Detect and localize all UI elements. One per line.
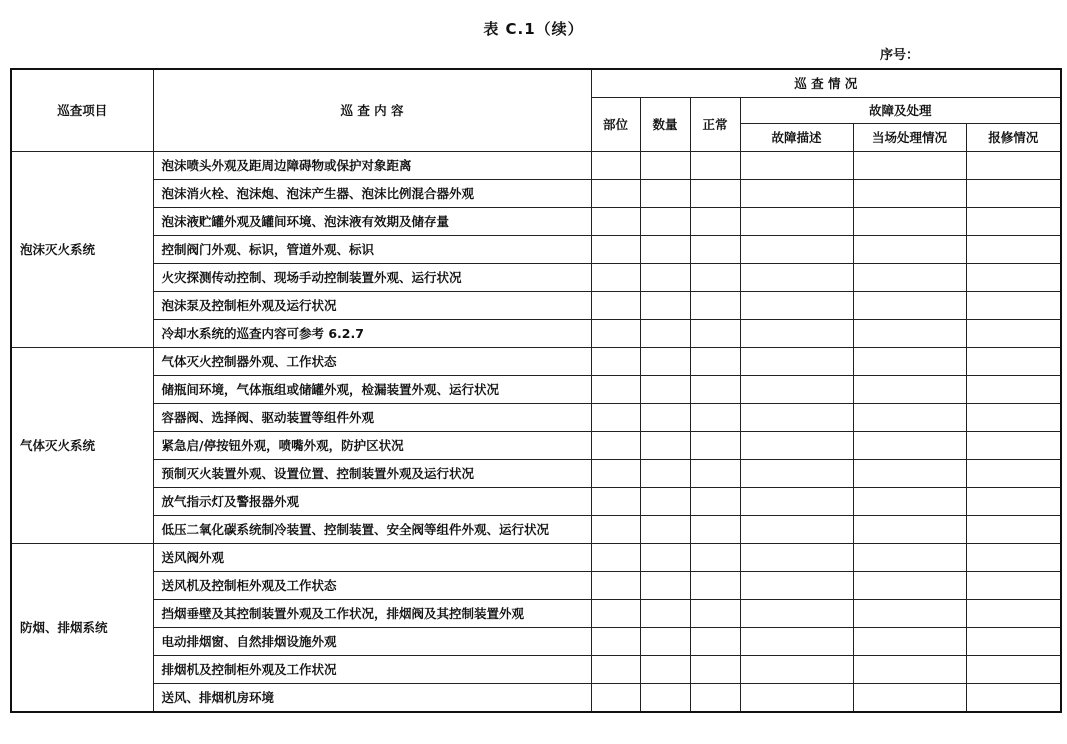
normal-cell[interactable] — [690, 543, 740, 571]
inspection-content-cell: 储瓶间环境，气体瓶组或储罐外观，检漏装置外观、运行状况 — [153, 375, 591, 403]
count-cell[interactable] — [640, 431, 690, 459]
count-cell[interactable] — [640, 571, 690, 599]
table-row — [11, 515, 1061, 543]
inspection-content-cell: 紧急启/停按钮外观，喷嘴外观，防护区状况 — [153, 431, 591, 459]
onsite-cell[interactable] — [853, 179, 966, 207]
repair-cell[interactable] — [966, 207, 1061, 235]
inspection-table — [10, 68, 1062, 713]
onsite-cell[interactable] — [853, 627, 966, 655]
fault-desc-cell[interactable] — [740, 655, 853, 683]
header-count: 数量 — [640, 97, 690, 151]
normal-cell[interactable] — [690, 683, 740, 712]
inspection-content-cell: 火灾探测传动控制、现场手动控制装置外观、运行状况 — [153, 263, 591, 291]
normal-cell[interactable] — [690, 627, 740, 655]
normal-cell[interactable] — [690, 571, 740, 599]
fault-desc-cell[interactable] — [740, 487, 853, 515]
fault-desc-cell[interactable] — [740, 403, 853, 431]
repair-cell[interactable] — [966, 431, 1061, 459]
table-row — [11, 487, 1061, 515]
table-row — [11, 263, 1061, 291]
fault-desc-cell[interactable] — [740, 683, 853, 712]
table-row — [11, 179, 1061, 207]
count-cell[interactable] — [640, 291, 690, 319]
table-row — [11, 431, 1061, 459]
normal-cell[interactable] — [690, 599, 740, 627]
normal-cell[interactable] — [690, 431, 740, 459]
table-row — [11, 571, 1061, 599]
onsite-cell[interactable] — [853, 151, 966, 179]
count-cell[interactable] — [640, 627, 690, 655]
fault-desc-cell[interactable] — [740, 571, 853, 599]
repair-cell[interactable] — [966, 263, 1061, 291]
onsite-cell[interactable] — [853, 515, 966, 543]
onsite-cell[interactable] — [853, 599, 966, 627]
part-cell[interactable] — [591, 571, 640, 599]
table-row — [11, 151, 1061, 179]
header-repair: 报修情况 — [966, 123, 1061, 151]
part-cell[interactable] — [591, 235, 640, 263]
onsite-cell[interactable] — [853, 487, 966, 515]
fault-desc-cell[interactable] — [740, 375, 853, 403]
normal-cell[interactable] — [690, 263, 740, 291]
part-cell[interactable] — [591, 375, 640, 403]
normal-cell[interactable] — [690, 235, 740, 263]
category-cell: 防烟、排烟系统 — [11, 543, 153, 712]
normal-cell[interactable] — [690, 151, 740, 179]
normal-cell[interactable] — [690, 459, 740, 487]
table-row — [11, 403, 1061, 431]
fault-desc-cell[interactable] — [740, 347, 853, 375]
fault-desc-cell[interactable] — [740, 319, 853, 347]
repair-cell[interactable] — [966, 179, 1061, 207]
inspection-content-cell: 送风机及控制柜外观及工作状态 — [153, 571, 591, 599]
part-cell[interactable] — [591, 655, 640, 683]
count-cell[interactable] — [640, 179, 690, 207]
repair-cell[interactable] — [966, 571, 1061, 599]
header-fault-group: 故障及处理 — [740, 97, 1061, 123]
fault-desc-cell[interactable] — [740, 151, 853, 179]
header-onsite: 当场处理情况 — [853, 123, 966, 151]
onsite-cell[interactable] — [853, 655, 966, 683]
inspection-content-cell: 泡沫消火栓、泡沫炮、泡沫产生器、泡沫比例混合器外观 — [153, 179, 591, 207]
count-cell[interactable] — [640, 375, 690, 403]
fault-desc-cell[interactable] — [740, 291, 853, 319]
header-situation: 巡 查 情 况 — [591, 69, 1061, 97]
count-cell[interactable] — [640, 459, 690, 487]
count-cell[interactable] — [640, 655, 690, 683]
table-row — [11, 599, 1061, 627]
inspection-content-cell: 挡烟垂壁及其控制装置外观及工作状况，排烟阀及其控制装置外观 — [153, 599, 591, 627]
header-content: 巡 查 内 容 — [153, 69, 591, 151]
repair-cell[interactable] — [966, 235, 1061, 263]
fault-desc-cell[interactable] — [740, 179, 853, 207]
count-cell[interactable] — [640, 347, 690, 375]
normal-cell[interactable] — [690, 487, 740, 515]
table-row — [11, 459, 1061, 487]
fault-desc-cell[interactable] — [740, 543, 853, 571]
count-cell[interactable] — [640, 683, 690, 712]
inspection-content-cell: 送风、排烟机房环境 — [153, 683, 591, 712]
part-cell[interactable] — [591, 627, 640, 655]
repair-cell[interactable] — [966, 683, 1061, 712]
fault-desc-cell[interactable] — [740, 599, 853, 627]
onsite-cell[interactable] — [853, 571, 966, 599]
part-cell[interactable] — [591, 291, 640, 319]
fault-desc-cell[interactable] — [740, 207, 853, 235]
table-row — [11, 375, 1061, 403]
part-cell[interactable] — [591, 487, 640, 515]
normal-cell[interactable] — [690, 403, 740, 431]
fault-desc-cell[interactable] — [740, 235, 853, 263]
inspection-content-cell: 气体灭火控制器外观、工作状态 — [153, 347, 591, 375]
table-row — [11, 683, 1061, 712]
inspection-content-cell: 容器阀、选择阀、驱动装置等组件外观 — [153, 403, 591, 431]
inspection-content-cell: 放气指示灯及警报器外观 — [153, 487, 591, 515]
onsite-cell[interactable] — [853, 207, 966, 235]
normal-cell[interactable] — [690, 375, 740, 403]
part-cell[interactable] — [591, 319, 640, 347]
part-cell[interactable] — [591, 515, 640, 543]
table-row — [11, 655, 1061, 683]
header-normal: 正常 — [690, 97, 740, 151]
repair-cell[interactable] — [966, 515, 1061, 543]
onsite-cell[interactable] — [853, 375, 966, 403]
onsite-cell[interactable] — [853, 403, 966, 431]
part-cell[interactable] — [591, 683, 640, 712]
table-row — [11, 291, 1061, 319]
inspection-content-cell: 泡沫喷头外观及距周边障碍物或保护对象距离 — [153, 151, 591, 179]
inspection-content-cell: 控制阀门外观、标识，管道外观、标识 — [153, 235, 591, 263]
part-cell[interactable] — [591, 151, 640, 179]
onsite-cell[interactable] — [853, 431, 966, 459]
part-cell[interactable] — [591, 599, 640, 627]
onsite-cell[interactable] — [853, 683, 966, 712]
category-cell: 气体灭火系统 — [11, 347, 153, 543]
repair-cell[interactable] — [966, 459, 1061, 487]
repair-cell[interactable] — [966, 291, 1061, 319]
part-cell[interactable] — [591, 543, 640, 571]
inspection-content-cell: 送风阀外观 — [153, 543, 591, 571]
count-cell[interactable] — [640, 151, 690, 179]
repair-cell[interactable] — [966, 151, 1061, 179]
count-cell[interactable] — [640, 263, 690, 291]
normal-cell[interactable] — [690, 291, 740, 319]
normal-cell[interactable] — [690, 347, 740, 375]
onsite-cell[interactable] — [853, 263, 966, 291]
normal-cell[interactable] — [690, 319, 740, 347]
part-cell[interactable] — [591, 207, 640, 235]
part-cell[interactable] — [591, 459, 640, 487]
repair-cell[interactable] — [966, 347, 1061, 375]
count-cell[interactable] — [640, 515, 690, 543]
onsite-cell[interactable] — [853, 459, 966, 487]
count-cell[interactable] — [640, 599, 690, 627]
repair-cell[interactable] — [966, 319, 1061, 347]
repair-cell[interactable] — [966, 403, 1061, 431]
inspection-content-cell: 冷却水系统的巡查内容可参考 6.2.7 — [153, 319, 591, 347]
count-cell[interactable] — [640, 543, 690, 571]
fault-desc-cell[interactable] — [740, 263, 853, 291]
inspection-content-cell: 泡沫泵及控制柜外观及运行状况 — [153, 291, 591, 319]
onsite-cell[interactable] — [853, 543, 966, 571]
count-cell[interactable] — [640, 403, 690, 431]
table-row — [11, 543, 1061, 571]
header-fault-desc: 故障描述 — [740, 123, 853, 151]
normal-cell[interactable] — [690, 515, 740, 543]
table-row — [11, 235, 1061, 263]
onsite-cell[interactable] — [853, 347, 966, 375]
fault-desc-cell[interactable] — [740, 515, 853, 543]
serial-number-label: 序号： — [880, 48, 920, 63]
fault-desc-cell[interactable] — [740, 459, 853, 487]
part-cell[interactable] — [591, 347, 640, 375]
fault-desc-cell[interactable] — [740, 431, 853, 459]
repair-cell[interactable] — [966, 655, 1061, 683]
repair-cell[interactable] — [966, 487, 1061, 515]
inspection-content-cell: 低压二氧化碳系统制冷装置、控制装置、安全阀等组件外观、运行状况 — [153, 515, 591, 543]
part-cell[interactable] — [591, 179, 640, 207]
normal-cell[interactable] — [690, 207, 740, 235]
inspection-content-cell: 排烟机及控制柜外观及工作状况 — [153, 655, 591, 683]
count-cell[interactable] — [640, 235, 690, 263]
onsite-cell[interactable] — [853, 319, 966, 347]
repair-cell[interactable] — [966, 599, 1061, 627]
table-row — [11, 207, 1061, 235]
count-cell[interactable] — [640, 207, 690, 235]
repair-cell[interactable] — [966, 543, 1061, 571]
repair-cell[interactable] — [966, 627, 1061, 655]
inspection-content-cell: 预制灭火装置外观、设置位置、控制装置外观及运行状况 — [153, 459, 591, 487]
repair-cell[interactable] — [966, 375, 1061, 403]
part-cell[interactable] — [591, 263, 640, 291]
category-cell: 泡沫灭火系统 — [11, 151, 153, 347]
part-cell[interactable] — [591, 431, 640, 459]
inspection-content-cell: 电动排烟窗、自然排烟设施外观 — [153, 627, 591, 655]
inspection-content-cell: 泡沫液贮罐外观及罐间环境、泡沫液有效期及储存量 — [153, 207, 591, 235]
normal-cell[interactable] — [690, 655, 740, 683]
part-cell[interactable] — [591, 403, 640, 431]
normal-cell[interactable] — [690, 179, 740, 207]
table-row — [11, 347, 1061, 375]
onsite-cell[interactable] — [853, 291, 966, 319]
table-row — [11, 627, 1061, 655]
count-cell[interactable] — [640, 487, 690, 515]
table-row — [11, 319, 1061, 347]
onsite-cell[interactable] — [853, 235, 966, 263]
header-part: 部位 — [591, 97, 640, 151]
fault-desc-cell[interactable] — [740, 627, 853, 655]
count-cell[interactable] — [640, 319, 690, 347]
header-item: 巡查项目 — [11, 69, 153, 151]
table-title: 表 C.1（续） — [483, 20, 584, 38]
table-body — [11, 151, 1061, 712]
